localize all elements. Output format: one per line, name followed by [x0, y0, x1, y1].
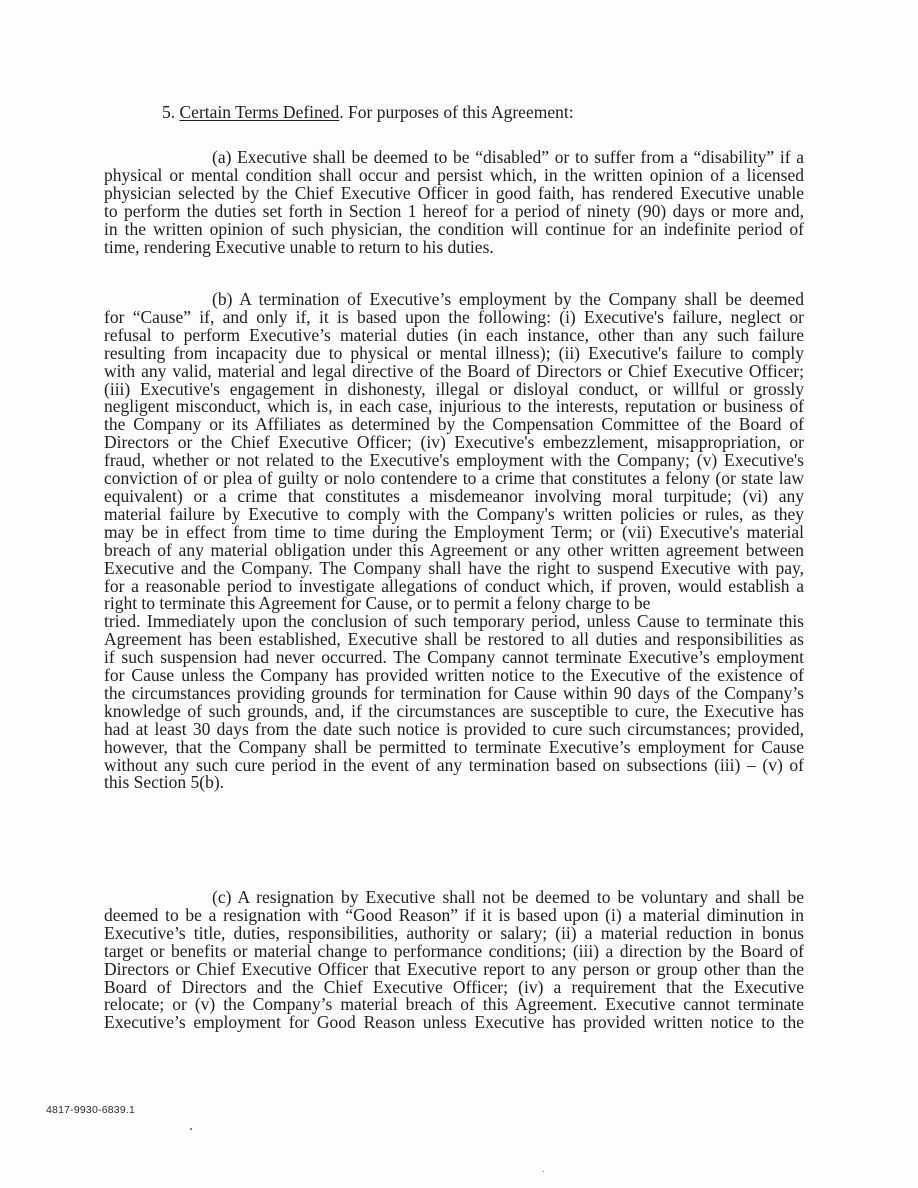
section-title: Certain Terms Defined [179, 102, 340, 122]
paragraph-line: right to terminate this Agreement for Cause, or to permit a felony charge to be [104, 593, 651, 614]
paragraph-line: for a reasonable period to investigate allegations of conduct which, if proven, would establish a [104, 575, 804, 596]
paragraph-line: had at least 30 days from the date such notice is provided to cure such circumstances; provided, [104, 718, 804, 739]
paragraph-a [104, 149, 804, 256]
section-number: 5. [162, 102, 176, 122]
paragraph-line: with any valid, material and legal directive of the Board of Directors or Chief Executive Officer; [104, 360, 804, 381]
document-id: 4817-9930-6839.1 [46, 1104, 136, 1116]
scan-speck [190, 1128, 192, 1130]
paragraph-line: the circumstances providing grounds for termination for Cause within 90 days of the Company’s [104, 682, 804, 703]
paragraph-line: if such suspension had never occurred. The Company cannot terminate Executive’s employment [104, 647, 804, 668]
paragraph-line: deemed to be a resignation with “Good Reason” if it is based upon (i) a material diminution in [104, 904, 804, 925]
paragraph-line: this Section 5(b). [104, 772, 225, 793]
paragraph-line: to perform the duties set forth in Section 1 hereof for a period of ninety (90) days or more and, [104, 200, 804, 221]
paragraph-line: (c) A resignation by Executive shall not be deemed to be voluntary and shall be [212, 887, 804, 907]
paragraph-line: may be in effect from time to time during the Employment Term; or (vii) Executive's material [104, 521, 804, 542]
paragraph-line: Agreement has been established, Executive shall be restored to all duties and responsibilities as [104, 629, 804, 650]
paragraph-line: Directors or Chief Executive Officer that Executive report to any person or group other than the [104, 958, 804, 979]
paragraph-line: (iii) Executive's engagement in dishonesty, illegal or disloyal conduct, or willful or grossly [104, 378, 804, 399]
paragraph-line: knowledge of such grounds, and, if the circumstances are susceptible to cure, the Executive has [104, 700, 804, 721]
paragraph-line: in the written opinion of such physician, the condition will continue for an indefinite period of [104, 218, 804, 239]
paragraph-line: Executive’s title, duties, responsibilities, authority or salary; (ii) a material reduction in bonus [104, 922, 804, 943]
paragraph-b [104, 291, 804, 792]
paragraph-line: Executive and the Company. The Company shall have the right to suspend Executive with pay, [104, 557, 804, 578]
paragraph-line: relocate; or (v) the Company’s material breach of this Agreement. Executive cannot terminate [104, 994, 804, 1015]
paragraph-line: physician selected by the Chief Executive Officer in good faith, has rendered Executive unable [104, 182, 804, 203]
paragraph-line: resulting from incapacity due to physical or mental illness); (ii) Executive's failure to comply [104, 342, 804, 363]
paragraph-line: equivalent) or a crime that constitutes a misdemeanor involving moral turpitude; (vi) any [104, 485, 804, 506]
paragraph-line: physical or mental condition shall occur and persist which, in the written opinion of a licensed [104, 164, 804, 185]
paragraph-line: conviction of or plea of guilty or nolo contendere to a crime that constitutes a felony (or state law [104, 468, 804, 489]
paragraph-line: for Cause unless the Company has provided written notice to the Executive of the existence of [104, 665, 804, 686]
section-intro: . For purposes of this Agreement: [339, 102, 574, 122]
paragraph-line: (b) A termination of Executive’s employment by the Company shall be deemed [212, 289, 804, 309]
paragraph-line: Directors or the Chief Executive Officer; (iv) Executive's embezzlement, misappropriation, or [104, 432, 804, 453]
paragraph-line: refusal to perform Executive’s material duties (in each instance, other than any such failure [104, 324, 804, 345]
paragraph-line: the Company or its Affiliates as determined by the Compensation Committee of the Board of [104, 414, 804, 435]
paragraph-line: breach of any material obligation under this Agreement or any other written agreement between [104, 539, 804, 560]
paragraph-line: negligent misconduct, which is, in each case, injurious to the interests, reputation or business of [104, 396, 804, 417]
paragraph-c [104, 889, 804, 1032]
paragraph-line: without any such cure period in the event of any termination based on subsections (iii) – (v) of [104, 754, 804, 775]
paragraph-line: target or benefits or material change to performance conditions; (iii) a direction by the Board of [104, 940, 804, 961]
paragraph-line: fraud, whether or not related to the Executive's employment with the Company; (v) Executive's [104, 450, 804, 471]
paragraph-line: for “Cause” if, and only if, it is based upon the following: (i) Executive's failure, neglect or [104, 306, 804, 327]
paragraph-line: Board of Directors and the Chief Executive Officer; (iv) a requirement that the Executive [104, 976, 804, 997]
paragraph-line: tried. Immediately upon the conclusion of such temporary period, unless Cause to terminate this [104, 611, 804, 632]
paragraph-line: Executive’s employment for Good Reason unless Executive has provided written notice to the [104, 1012, 804, 1033]
paragraph-line: however, that the Company shall be permitted to terminate Executive’s employment for Cause [104, 736, 804, 757]
paragraph-line: (a) Executive shall be deemed to be “disabled” or to suffer from a “disability” if a [212, 147, 804, 167]
paragraph-line: time, rendering Executive unable to return to his duties. [104, 236, 494, 257]
scan-speck [543, 1171, 544, 1172]
paragraph-line: material failure by Executive to comply with the Company's written policies or rules, as they [104, 503, 804, 524]
section-heading [162, 102, 574, 122]
